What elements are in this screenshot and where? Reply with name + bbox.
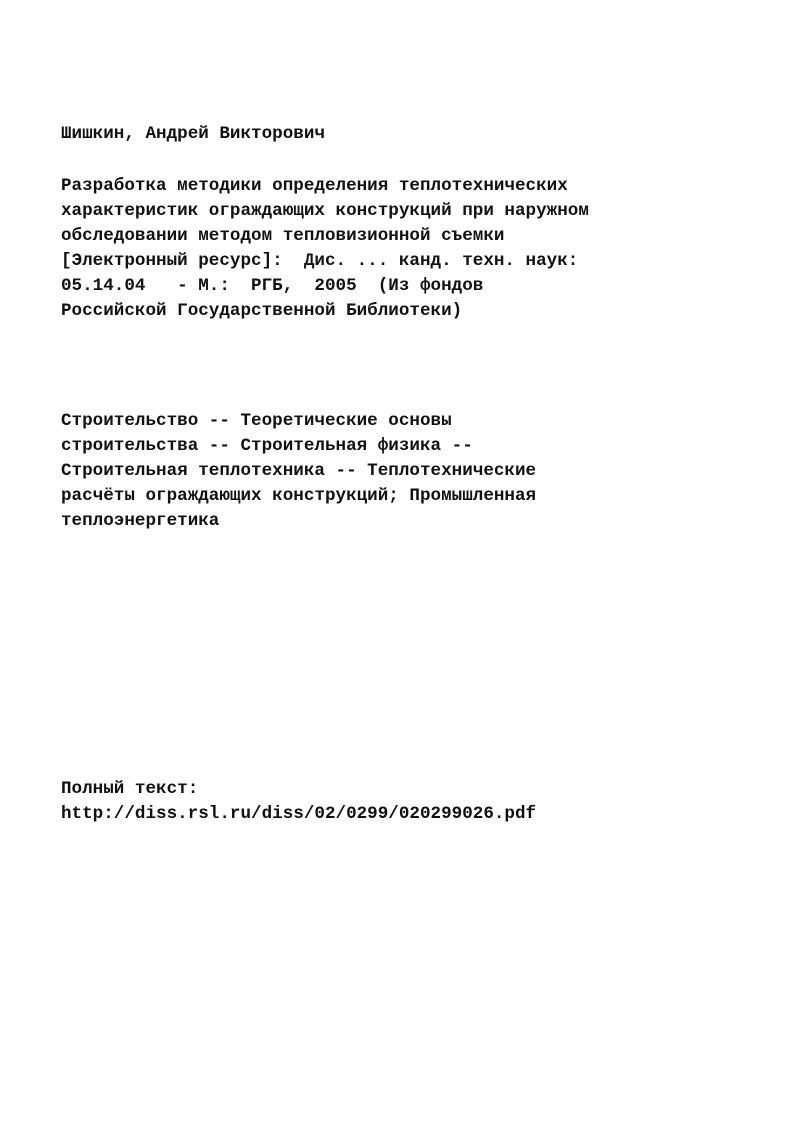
fulltext-link[interactable]: http://diss.rsl.ru/diss/02/0299/020299026.pdf	[61, 804, 537, 824]
title-line: Российской Государственной Библиотеки)	[61, 301, 463, 321]
subject-line: строительства -- Строительная физика --	[61, 436, 473, 456]
subject-line: расчёты ограждающих конструкций; Промышленная	[61, 486, 537, 506]
subject-line: Строительная теплотехника -- Теплотехнические	[61, 461, 537, 481]
subject-line: Строительство -- Теоретические основы	[61, 411, 452, 431]
author-name: Шишкин, Андрей Викторович	[61, 124, 325, 144]
subject-line: теплоэнергетика	[61, 511, 220, 531]
fulltext-label: Полный текст:	[61, 779, 199, 799]
title-line: 05.14.04 - М.: РГБ, 2005 (Из фондов	[61, 276, 484, 296]
title-line: [Электронный ресурс]: Дис. ... канд. техн. наук:	[61, 251, 579, 271]
title-line: Разработка методики определения теплотехнических	[61, 176, 568, 196]
title-line: обследовании методом тепловизионной съемки	[61, 226, 505, 246]
title-line: характеристик ограждающих конструкций при наружном	[61, 201, 589, 221]
